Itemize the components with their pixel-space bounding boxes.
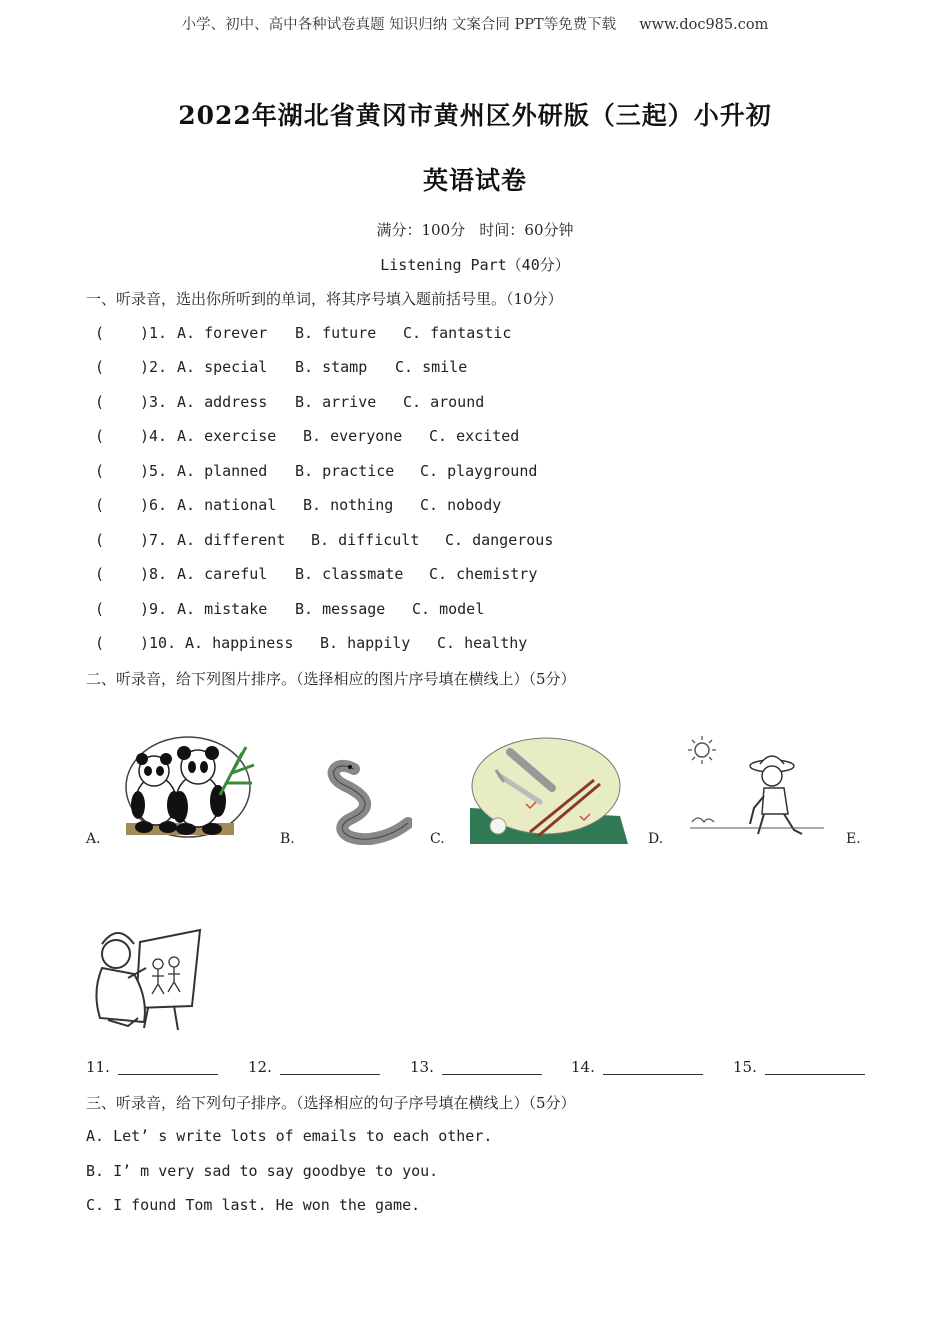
answer-paren-open: ( <box>95 496 105 514</box>
option-b: B. happily <box>320 634 411 652</box>
exam-subtitle: 英语试卷 <box>422 166 527 195</box>
answer-paren-open: ( <box>95 634 105 652</box>
option-c: C. dangerous <box>445 531 554 549</box>
question-number: )9. <box>140 600 168 618</box>
option-a: A. address <box>177 393 268 411</box>
option-b: B. everyone <box>303 427 403 445</box>
option-b: B. practice <box>295 462 395 480</box>
listening-part-title: Listening Part（40分） <box>380 256 570 274</box>
blank-number: 14. <box>571 1058 595 1076</box>
option-c: C. chemistry <box>429 565 538 583</box>
option-b: B. nothing <box>303 496 394 514</box>
option-a: A. special <box>177 358 268 376</box>
answer-paren-open: ( <box>95 600 105 618</box>
option-a: A. national <box>177 496 277 514</box>
option-b: B. future <box>295 324 377 342</box>
snake-picture <box>320 755 412 845</box>
option-c: C. fantastic <box>403 324 512 342</box>
answer-blank-line[interactable] <box>280 1074 380 1075</box>
sentence-a: A. Let’ s write lots of emails to each other. <box>86 1127 493 1145</box>
page-header: 小学、初中、高中各种试卷真题 知识归纳 文案合同 PPT等免费下载 www.doc985.com <box>181 17 769 33</box>
question-number: )2. <box>140 358 168 376</box>
answer-blank-line[interactable] <box>765 1074 865 1075</box>
option-b: B. classmate <box>295 565 404 583</box>
option-c: C. healthy <box>437 634 528 652</box>
option-a: A. different <box>177 531 286 549</box>
exam-title: 2022年湖北省黄冈市黄州区外研版（三起）小升初 <box>178 101 772 130</box>
option-c: C. model <box>412 600 485 618</box>
score-time: 满分：100分 时间：60分钟 <box>376 221 574 239</box>
question-number: )1. <box>140 324 168 342</box>
option-c: C. smile <box>395 358 468 376</box>
question-number: )3. <box>140 393 168 411</box>
option-a: A. exercise <box>177 427 277 445</box>
option-b: B. stamp <box>295 358 368 376</box>
picture-label-e: E. <box>846 831 861 847</box>
answer-paren-open: ( <box>95 531 105 549</box>
question-number: )4. <box>140 427 168 445</box>
answer-paren-open: ( <box>95 393 105 411</box>
option-b: B. arrive <box>295 393 377 411</box>
option-a: A. happiness <box>185 634 294 652</box>
picture-label-a: A. <box>86 831 101 847</box>
answer-paren-open: ( <box>95 565 105 583</box>
option-c: C. playground <box>420 462 538 480</box>
question-number: )6. <box>140 496 168 514</box>
answer-blank-line[interactable] <box>603 1074 703 1075</box>
picture-label-c: C. <box>430 831 445 847</box>
option-c: C. excited <box>429 427 520 445</box>
blank-number: 11. <box>86 1058 110 1076</box>
answer-blank-line[interactable] <box>442 1074 542 1075</box>
gardening-picture <box>684 734 830 842</box>
tableware-picture <box>470 736 630 844</box>
answer-paren-open: ( <box>95 324 105 342</box>
option-a: A. careful <box>177 565 268 583</box>
blank-number: 15. <box>733 1058 757 1076</box>
option-a: A. planned <box>177 462 268 480</box>
question-number: )8. <box>140 565 168 583</box>
question-number: )7. <box>140 531 168 549</box>
blank-number: 12. <box>248 1058 272 1076</box>
question-number: )10. <box>140 634 177 652</box>
option-a: A. mistake <box>177 600 268 618</box>
panda-picture <box>122 735 258 839</box>
picture-label-d: D. <box>648 831 664 847</box>
option-c: C. nobody <box>420 496 502 514</box>
option-a: A. forever <box>177 324 268 342</box>
section3-heading: 三、听录音，给下列句子排序。（选择相应的句子序号填在横线上）（5分） <box>86 1094 576 1112</box>
option-c: C. around <box>403 393 485 411</box>
section1-heading: 一、听录音，选出你所听到的单词，将其序号填入题前括号里。（10分） <box>86 290 563 308</box>
answer-paren-open: ( <box>95 462 105 480</box>
painting-picture <box>88 922 204 1034</box>
option-b: B. message <box>295 600 386 618</box>
option-b: B. difficult <box>311 531 420 549</box>
answer-blank-line[interactable] <box>118 1074 218 1075</box>
question-number: )5. <box>140 462 168 480</box>
sentence-b: B. I’ m very sad to say goodbye to you. <box>86 1162 439 1180</box>
sentence-c: C. I found Tom last. He won the game. <box>86 1196 421 1214</box>
picture-label-b: B. <box>280 831 295 847</box>
answer-paren-open: ( <box>95 427 105 445</box>
answer-paren-open: ( <box>95 358 105 376</box>
blank-number: 13. <box>410 1058 434 1076</box>
section2-heading: 二、听录音，给下列图片排序。（选择相应的图片序号填在横线上）（5分） <box>86 670 576 688</box>
